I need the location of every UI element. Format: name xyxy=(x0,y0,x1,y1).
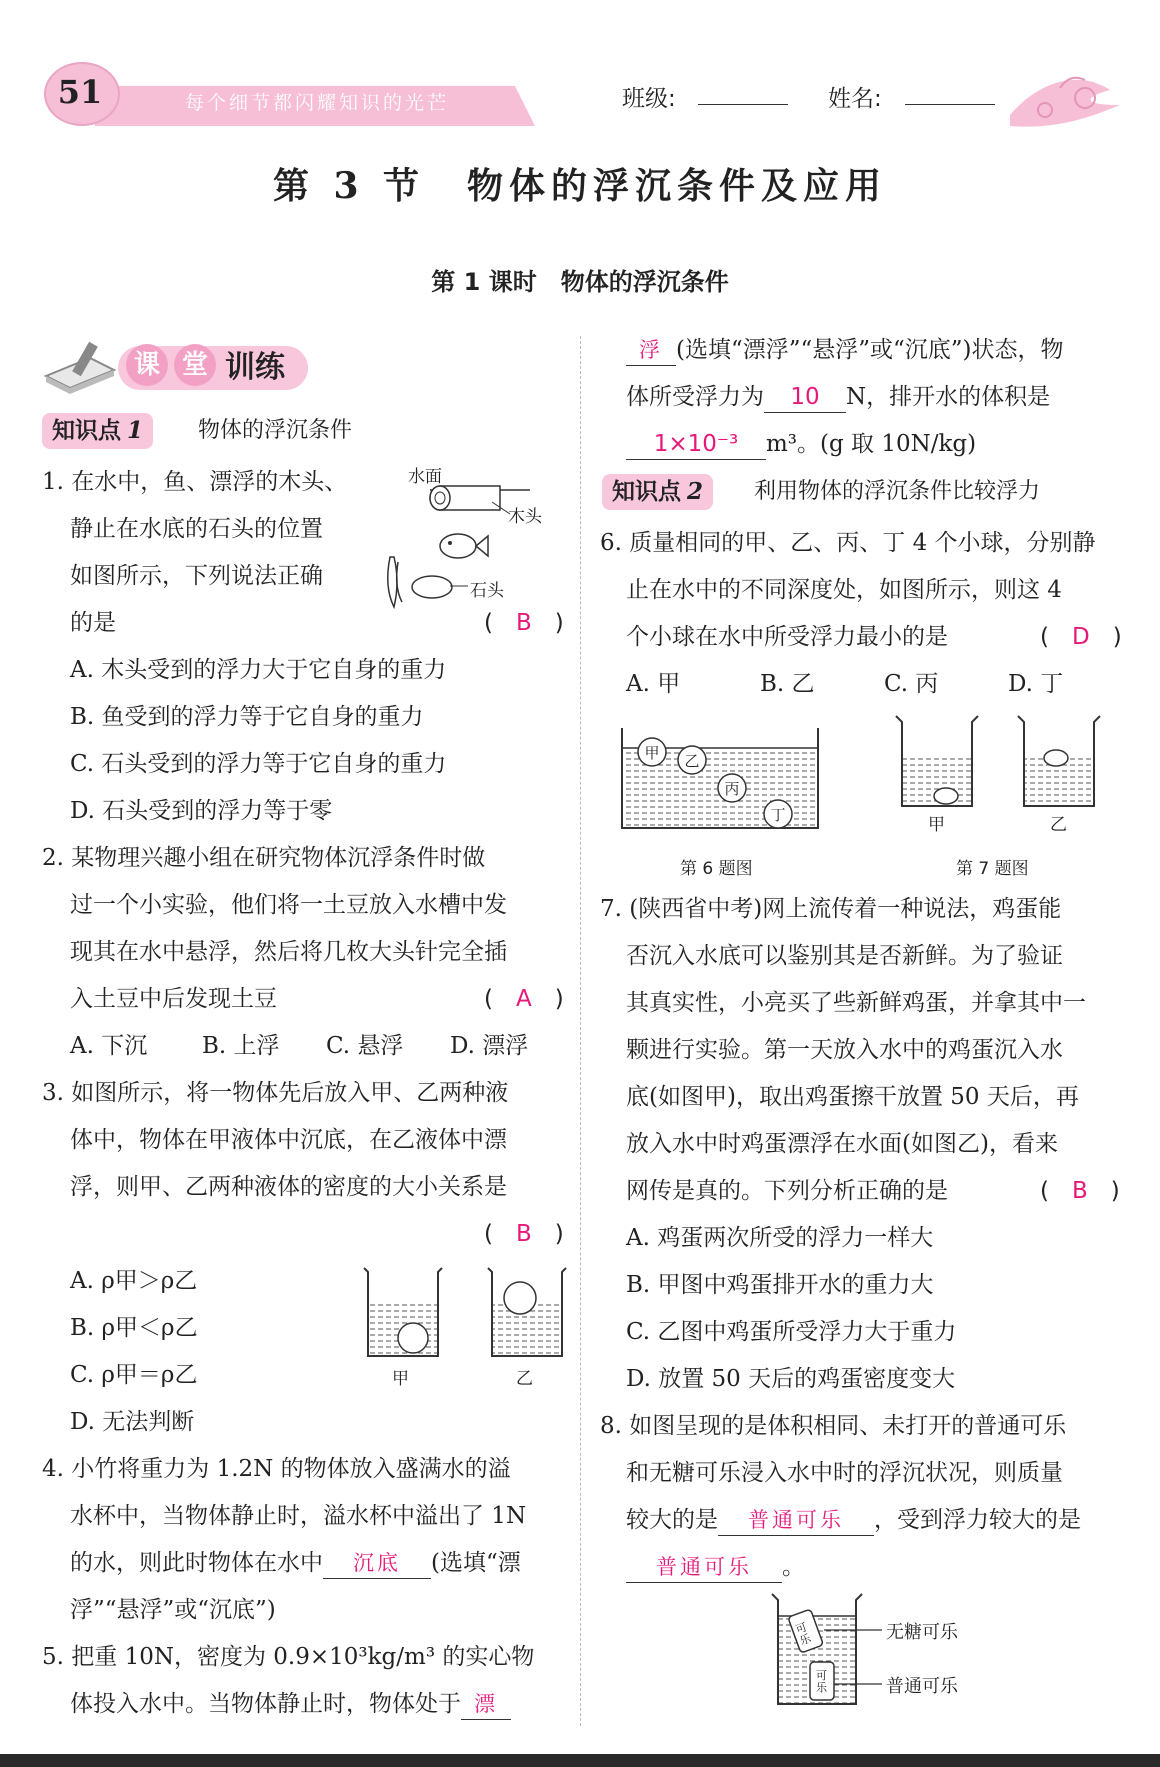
q6-option-a: A. 甲 xyxy=(626,671,681,697)
q7-line-1: 7. (陕西省中考)网上流传着一种说法，鸡蛋能 xyxy=(600,896,1062,922)
q1-line-1: 1. 在水中，鱼、漂浮的木头、 xyxy=(42,469,348,495)
q5-line-4-text: 体所受浮力为 xyxy=(626,384,764,410)
q8-line-1: 8. 如图呈现的是体积相同、未打开的普通可乐 xyxy=(600,1413,1067,1439)
header-ribbon xyxy=(0,60,1160,130)
q7-answer-parens: ( B ) xyxy=(1040,1178,1120,1204)
q7-label-jia: 甲 xyxy=(928,815,945,835)
q3-figure xyxy=(362,1266,572,1389)
q6-line-2: 止在水中的不同深度处，如图所示，则这 4 xyxy=(626,577,1062,603)
q5-line-2-text: 体投入水中。当物体静止时，物体处于 xyxy=(70,1691,461,1717)
q8-figure-drawing xyxy=(770,1592,1000,1712)
q1-option-d: D. 石头受到的浮力等于零 xyxy=(70,798,333,824)
banner-text: 训练 xyxy=(225,350,285,385)
q8-answer-2-blank[interactable] xyxy=(626,1552,782,1583)
q7-option-d: D. 放置 50 天后的鸡蛋密度变大 xyxy=(626,1366,956,1392)
q7-caption: 第 7 题图 xyxy=(956,859,1029,879)
q3-option-d: D. 无法判断 xyxy=(70,1409,195,1435)
name-blank[interactable] xyxy=(905,104,995,105)
q3-option-a: A. ρ甲＞ρ乙 xyxy=(70,1268,198,1294)
q8-answer-2: 普通可乐 xyxy=(656,1555,752,1579)
q8-label-regular: 普通可乐 xyxy=(886,1676,958,1697)
column-divider xyxy=(580,336,581,1726)
q2-option-b: B. 上浮 xyxy=(202,1033,280,1059)
q8-label-diet: 无糖可乐 xyxy=(886,1622,958,1643)
q6-figure xyxy=(618,726,822,836)
q7-line-2: 否沉入水底可以鉴别其是否新鲜。为了验证 xyxy=(626,943,1063,969)
q6-caption: 第 6 题图 xyxy=(680,859,753,879)
q8-line-4 xyxy=(626,1544,805,1591)
q4-line-3-text: 的水，则此时物体在水中 xyxy=(70,1550,323,1576)
q2-line-3: 现其在水中悬浮，然后将几枚大头针完全插 xyxy=(70,939,507,965)
q8-figure xyxy=(770,1592,1000,1712)
q5-line-4 xyxy=(626,374,1050,421)
q2-option-d: D. 漂浮 xyxy=(450,1033,529,1059)
q2-line-1: 2. 某物理兴趣小组在研究物体沉浮条件时做 xyxy=(42,845,486,871)
q7-line-6: 放入水中时鸡蛋漂浮在水面(如图乙)，看来 xyxy=(626,1131,1058,1157)
q5-answer-2: 10 xyxy=(790,384,820,410)
q8-line-4-tail: 。 xyxy=(782,1554,805,1580)
bottom-edge xyxy=(0,1754,1160,1767)
q6-ball-jia: 甲 xyxy=(644,744,660,762)
q8-line-3-tail: ，受到浮力较大的是 xyxy=(874,1507,1081,1533)
q5-answer-1a: 漂 xyxy=(474,1692,498,1716)
q1-line-2: 静止在水底的石头的位置 xyxy=(70,516,323,542)
q1-answer-parens: ( B ) xyxy=(484,610,564,636)
q8-line-3 xyxy=(626,1497,1081,1544)
q1-line-4: 的是 xyxy=(70,610,116,636)
q5-line-5 xyxy=(626,421,976,468)
q1-option-a: A. 木头受到的浮力大于它自身的重力 xyxy=(70,657,447,683)
header-slogan: 每个细节都闪耀知识的光芒 xyxy=(185,92,450,114)
header-bar xyxy=(0,60,1160,130)
q4-line-3-tail: (选填“漂 xyxy=(431,1550,521,1576)
q8-can-regular-text: 可乐 xyxy=(816,1669,827,1694)
q6-ball-ding: 丁 xyxy=(770,806,786,824)
q5-answer-3: 1×10⁻³ xyxy=(653,431,739,457)
q8-can-diet-text: 可乐 xyxy=(793,1620,813,1648)
q3-option-c: C. ρ甲＝ρ乙 xyxy=(70,1362,198,1388)
q5-line-5-tail: m³。(g 取 10N/kg) xyxy=(766,431,977,457)
kp1-title: 物体的浮沉条件 xyxy=(198,418,353,443)
q5-answer-1a-blank[interactable] xyxy=(461,1689,511,1720)
q3-label-yi: 乙 xyxy=(516,1369,533,1389)
q7-figure-drawing xyxy=(894,714,1124,814)
q4-answer: 沉底 xyxy=(353,1551,401,1575)
q3-line-3: 浮，则甲、乙两种液体的密度的大小关系是 xyxy=(70,1174,507,1200)
q7-figure xyxy=(894,714,1124,834)
q6-answer-parens: ( D ) xyxy=(1040,624,1122,650)
q8-line-2: 和无糖可乐浸入水中时的浮沉状况，则质量 xyxy=(626,1460,1063,1486)
q6-answer: D xyxy=(1071,624,1090,650)
q4-line-2: 水杯中，当物体静止时，溢水杯中溢出了 1N xyxy=(70,1503,527,1529)
q6-ball-bing: 丙 xyxy=(724,780,740,798)
q3-answer: B xyxy=(515,1221,532,1247)
kp2-tag-label: 知识点 xyxy=(612,479,681,505)
q6-option-d: D. 丁 xyxy=(1008,671,1064,697)
q5-line-2 xyxy=(70,1681,511,1728)
q7-label-yi: 乙 xyxy=(1050,815,1067,835)
class-label: 班级: xyxy=(622,86,676,112)
q6-option-c: C. 丙 xyxy=(884,671,939,697)
practice-banner xyxy=(40,336,310,398)
name-label: 姓名: xyxy=(828,86,882,112)
kp2-title: 利用物体的浮沉条件比较浮力 xyxy=(754,479,1041,504)
q7-line-7: 网传是真的。下列分析正确的是 xyxy=(626,1178,948,1204)
q1-label-stone: 石头 xyxy=(470,581,504,601)
q5-answer-3-blank[interactable] xyxy=(626,429,766,460)
kp2-tag-num: 2 xyxy=(687,478,704,505)
q6-line-1: 6. 质量相同的甲、乙、丙、丁 4 个小球，分别静 xyxy=(600,530,1096,556)
q2-line-2: 过一个小实验，他们将一土豆放入水槽中发 xyxy=(70,892,507,918)
q7-option-b: B. 甲图中鸡蛋排开水的重力大 xyxy=(626,1272,934,1298)
q1-option-c: C. 石头受到的浮力等于它自身的重力 xyxy=(70,751,447,777)
q2-line-4: 入土豆中后发现土豆 xyxy=(70,986,277,1012)
q8-answer-1: 普通可乐 xyxy=(748,1508,844,1532)
class-blank[interactable] xyxy=(698,104,788,105)
q3-figure-drawing xyxy=(362,1266,572,1366)
q4-line-4: 浮”“悬浮”或“沉底”) xyxy=(70,1597,276,1623)
q3-option-b: B. ρ甲＜ρ乙 xyxy=(70,1315,198,1341)
q4-line-3 xyxy=(70,1540,521,1587)
q5-line-4-tail: N，排开水的体积是 xyxy=(846,384,1051,410)
q4-answer-blank[interactable] xyxy=(323,1548,431,1579)
q3-label-jia: 甲 xyxy=(392,1369,409,1389)
q5-answer-2-blank[interactable] xyxy=(764,382,846,413)
q7-option-c: C. 乙图中鸡蛋所受浮力大于重力 xyxy=(626,1319,957,1345)
q8-line-3-text: 较大的是 xyxy=(626,1507,718,1533)
q7-line-3: 其真实性，小亮买了些新鲜鸡蛋，并拿其中一 xyxy=(626,990,1086,1016)
page-number: 51 xyxy=(57,73,103,111)
q5-line-1: 5. 把重 10N，密度为 0.9×10³kg/m³ 的实心物 xyxy=(42,1644,535,1670)
q4-line-1: 4. 小竹将重力为 1.2N 的物体放入盛满水的溢 xyxy=(42,1456,511,1482)
kp1-tag-num: 1 xyxy=(127,417,144,444)
q1-line-3: 如图所示，下列说法正确 xyxy=(70,563,323,589)
q3-answer-parens: ( B ) xyxy=(484,1221,564,1247)
q7-line-5: 底(如图甲)，取出鸡蛋擦干放置 50 天后，再 xyxy=(626,1084,1079,1110)
pencil-book-icon xyxy=(40,336,120,398)
section-title: 第 3 节 物体的浮沉条件及应用 xyxy=(272,165,888,207)
q1-label-wood: 木头 xyxy=(508,507,542,527)
q1-option-b: B. 鱼受到的浮力等于它自身的重力 xyxy=(70,704,424,730)
q5-answer-1b: 浮 xyxy=(639,338,663,362)
q6-ball-yi: 乙 xyxy=(684,752,700,770)
q1-answer: B xyxy=(515,610,532,636)
q2-answer: A xyxy=(515,986,532,1012)
q2-answer-parens: ( A ) xyxy=(484,986,564,1012)
q5-line-3 xyxy=(626,327,1064,374)
q1-figure xyxy=(380,462,560,612)
kp1-tag xyxy=(42,413,153,449)
q6-line-3: 个小球在水中所受浮力最小的是 xyxy=(626,624,948,650)
q2-option-c: C. 悬浮 xyxy=(326,1033,404,1059)
q3-line-1: 3. 如图所示，将一物体先后放入甲、乙两种液 xyxy=(42,1080,509,1106)
q2-option-a: A. 下沉 xyxy=(70,1033,148,1059)
kp2-tag xyxy=(602,474,713,510)
banner-char-1: 课 xyxy=(126,344,168,386)
q7-line-4: 颗进行实验。第一天放入水中的鸡蛋沉入水 xyxy=(626,1037,1063,1063)
lesson-title: 第 1 课时 物体的浮沉条件 xyxy=(431,268,729,296)
q1-label-surface: 水面 xyxy=(408,467,442,487)
q7-answer: B xyxy=(1071,1178,1088,1204)
q5-answer-1b-blank[interactable] xyxy=(626,335,676,366)
q7-option-a: A. 鸡蛋两次所受的浮力一样大 xyxy=(626,1225,934,1251)
q5-line-3-text: (选填“漂浮”“悬浮”或“沉底”)状态，物 xyxy=(676,337,1064,363)
kp1-tag-label: 知识点 xyxy=(52,418,121,444)
q8-answer-1-blank[interactable] xyxy=(718,1505,874,1536)
banner-char-2: 堂 xyxy=(174,344,216,386)
q6-option-b: B. 乙 xyxy=(760,671,815,697)
q3-line-2: 体中，物体在甲液体中沉底，在乙液体中漂 xyxy=(70,1127,507,1153)
